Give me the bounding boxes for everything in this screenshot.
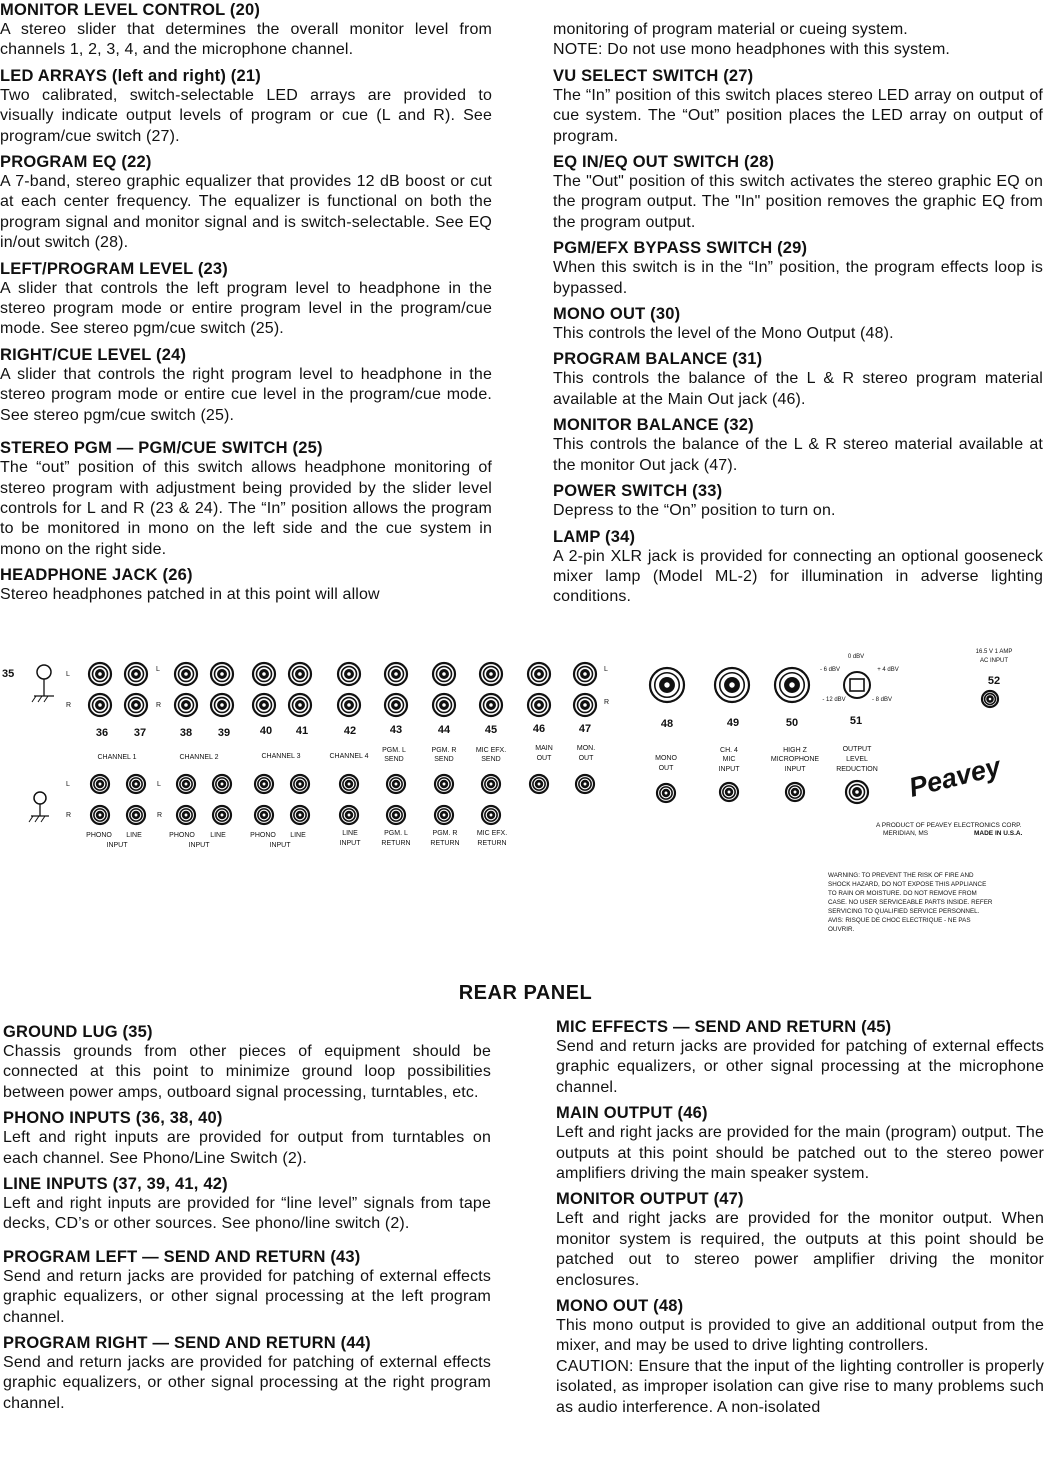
line-label: LINE [290, 832, 306, 839]
jack-number: 41 [295, 725, 309, 737]
continued-text: monitoring of program material or cueing system. [553, 21, 908, 38]
warning-line: CASE. NO USER SERVICEABLE PARTS INSIDE. REFER [828, 899, 993, 906]
input-label: INPUT [269, 842, 291, 849]
rca-jack-lower-left[interactable] [530, 775, 548, 793]
label-r: R [157, 812, 163, 819]
maker-line-1: A PRODUCT OF PEAVEY ELECTRONICS CORP. [876, 822, 1022, 829]
warning-line: AVIS: RISQUE DE CHOC ELECTRIQUE - NE PAS [828, 917, 971, 924]
section-body: The “In” position of this switch places stereo LED array on output of cue system. The “Out” position places the LED array on output of program. [553, 86, 1043, 145]
rca-jack-upper-left[interactable] [574, 663, 596, 685]
section-main-output [556, 1103, 1044, 1184]
rca-jack-upper-left[interactable] [433, 663, 455, 685]
section-stereo-pgm-switch [0, 438, 492, 560]
olr-label-b: LEVEL [846, 756, 868, 763]
section-heading: LINE INPUTS (37, 39, 41, 42) [3, 1175, 228, 1194]
section-eq-in-out [553, 152, 1043, 233]
group-label: CHANNEL 2 [179, 754, 219, 761]
section-body: A 7-band, stereo graphic equalizer that provides 12 dB boost or cut at each center frequency. The equalizer is functional on both the program signal and monitor signal and is switch-selectable. See EQ in/out switch (28). [0, 173, 492, 252]
send-label-mic-a: MIC EFX. [475, 747, 507, 754]
rca-jack-upper-right[interactable] [175, 694, 197, 716]
rca-jack-high-z[interactable] [786, 783, 804, 801]
section-heading: HEADPHONE JACK (26) [0, 566, 193, 585]
section-heading: MONITOR LEVEL CONTROL (20) [0, 1, 261, 19]
section-left-program-level [0, 259, 492, 340]
warning-block [828, 872, 993, 933]
mic-label-c: INPUT [718, 766, 740, 773]
send-label-pgm-l-a: PGM. L [382, 747, 406, 754]
section-heading: LED ARRAYS (left and right) (21) [0, 66, 261, 85]
rca-jack-lower-right[interactable] [482, 806, 500, 824]
section-program-balance [553, 349, 1043, 410]
rca-jack-upper-right[interactable] [480, 694, 502, 716]
rca-jack-upper-right[interactable] [289, 694, 311, 716]
mic-label-b: MIC [722, 756, 736, 763]
line-label: LINE [210, 832, 226, 839]
peavey-logo-icon [906, 751, 1006, 803]
mon-out-label-a: MON. [576, 745, 596, 752]
section-monitor-balance [553, 415, 1043, 476]
rca-jack-lower-right[interactable] [177, 806, 195, 824]
section-program-right [3, 1333, 491, 1414]
jack-group [89, 663, 1001, 824]
section-heading: EQ IN/EQ OUT SWITCH (28) [553, 153, 775, 172]
rca-jack-upper-left[interactable] [338, 663, 360, 685]
label-r: R [66, 702, 72, 709]
section-vu-select [553, 66, 1043, 147]
section-body: This mono output is provided to give an additional output from the mixer, and may be used to drive lighting controllers. [556, 1317, 1044, 1355]
section-body: This controls the balance of the L & R stereo material available at the monitor Out jack (47). [553, 436, 1043, 474]
rca-jack-lower-left[interactable] [576, 775, 594, 793]
label-l: L [157, 781, 161, 788]
section-heading: PROGRAM BALANCE (31) [553, 350, 763, 369]
input-label: INPUT [106, 842, 128, 849]
rca-jack-upper-left[interactable] [528, 663, 550, 685]
mon-out-label-b: OUT [578, 755, 594, 762]
level-reduction-knob-icon [844, 672, 870, 698]
jack-number: 52 [987, 675, 1001, 687]
label-r: R [604, 699, 610, 706]
rca-jack-lower-left[interactable] [213, 775, 231, 793]
jack-number: 49 [726, 717, 740, 729]
label-r: R [66, 812, 72, 819]
section-pgm-efx-bypass [553, 238, 1043, 299]
send-label-pgm-l-b: SEND [384, 756, 404, 763]
mic-label-a: CH. 4 [720, 747, 738, 754]
section-mic-effects [556, 1017, 1044, 1098]
warning-line: SHOCK HAZARD, DO NOT EXPOSE THIS APPLIANCE [828, 881, 987, 888]
section-mono-out-48 [556, 1296, 1044, 1418]
send-label-pgm-r-b: SEND [434, 756, 454, 763]
section-heading: LAMP (34) [553, 527, 636, 546]
phono-label: PHONO [86, 832, 112, 839]
quarter-inch-jack-high-z[interactable] [775, 668, 809, 702]
section-body: Left and right inputs are provided for “line level” signals from tape decks, CD’s or other sources. See phono/line switch (2). [3, 1195, 491, 1233]
rca-jack-lower-left[interactable] [255, 775, 273, 793]
section-body: This controls the level of the Mono Output (48). [553, 325, 894, 343]
jack-number: 48 [660, 718, 674, 730]
jack-number: 40 [259, 725, 273, 737]
section-body: Chassis grounds from other pieces of equipment should be connected at this point to minimize ground loop possibilities between power amps, outboard signal processing, turntables, etc. [3, 1043, 491, 1101]
section-heading: PROGRAM RIGHT — SEND AND RETURN (44) [3, 1334, 371, 1353]
group-label: CHANNEL 3 [261, 753, 301, 760]
ac-input-jack[interactable] [982, 691, 998, 707]
output-level-reduction-jack[interactable] [846, 781, 868, 803]
section-program-eq [0, 152, 492, 254]
knob-mark: - 8 dBV [871, 697, 893, 703]
jack-number: 45 [484, 724, 498, 736]
return-label-mic-b: RETURN [477, 840, 507, 847]
bottom-left-column [3, 1022, 491, 1419]
jack-number: 51 [849, 715, 863, 727]
line-label: LINE [126, 832, 142, 839]
section-power-switch [553, 481, 1043, 521]
main-out-label-b: OUT [536, 755, 552, 762]
section-body: Stereo headphones patched in at this point will allow [0, 586, 380, 604]
group-label: CHANNEL 4 [329, 753, 369, 760]
jack-number: 39 [217, 727, 231, 739]
jack-number: 37 [133, 727, 147, 739]
phono-label: PHONO [169, 832, 195, 839]
note-text: NOTE: Do not use mono headphones with this system. [553, 41, 951, 59]
knob-mark: + 4 dBV [877, 667, 899, 673]
section-body: A slider that controls the right program level to headphone in the stereo program mode or entire cue level in the program/cue mode. See stereo pgm/cue switch (25). [0, 365, 492, 424]
section-heading: VU SELECT SWITCH (27) [553, 66, 754, 85]
ground-number: 35 [2, 668, 15, 680]
label-l: L [66, 781, 70, 788]
section-heading: PROGRAM LEFT — SEND AND RETURN (43) [3, 1247, 361, 1266]
section-phono-inputs [3, 1108, 491, 1169]
section-heading: MONITOR OUTPUT (47) [556, 1190, 744, 1209]
rca-jack-upper-left[interactable] [289, 663, 311, 685]
input-label-b: INPUT [339, 840, 361, 847]
section-mono-out-30 [553, 304, 1043, 344]
rca-jack-lower-right[interactable] [291, 806, 309, 824]
rca-jack-upper-left[interactable] [385, 663, 407, 685]
jack-number: 36 [95, 727, 109, 739]
rca-jack-lower-right[interactable] [91, 806, 109, 824]
mono-label-b: OUT [658, 765, 674, 772]
section-heading: MONO OUT (30) [553, 305, 681, 324]
warning-line: SERVICING TO QUALIFIED SERVICE PERSONNEL. [828, 908, 980, 915]
rca-jack-upper-right[interactable] [574, 694, 596, 716]
top-left-column [0, 0, 492, 611]
rca-jack-lower-left[interactable] [340, 775, 358, 793]
jack-number: 43 [389, 724, 403, 736]
rca-jack-upper-left[interactable] [175, 663, 197, 685]
knob-mark: - 6 dBV [819, 667, 841, 673]
line-label-a: LINE [342, 830, 358, 837]
section-headphone-continued [553, 20, 1043, 61]
section-body: A 2-pin XLR jack is provided for connecting an optional gooseneck mixer lamp (Model ML-2) for illumination in adverse lighting conditions. [553, 547, 1043, 606]
send-label-pgm-r-a: PGM. R [431, 747, 457, 754]
rca-jack-upper-right[interactable] [89, 694, 111, 716]
rear-panel-title: REAR PANEL [458, 982, 593, 1004]
rca-jack-upper-right[interactable] [433, 694, 455, 716]
label-l: L [156, 666, 160, 673]
section-heading: PHONO INPUTS (36, 38, 40) [3, 1109, 223, 1128]
section-body: Send and return jacks are provided for patching of external effects graphic equalizers, or other signal processing at the left program channel. [3, 1267, 491, 1326]
section-body: Left and right jacks are provided for the main (program) output. The outputs at this point should be patched out to the stereo power amplifiers driving the main speaker system. [556, 1124, 1044, 1183]
return-label-pgm-l-b: RETURN [381, 840, 411, 847]
section-heading: MIC EFFECTS — SEND AND RETURN (45) [556, 1018, 892, 1036]
warning-line: WARNING: TO PREVENT THE RISK OF FIRE AND [828, 872, 974, 879]
section-line-inputs [3, 1174, 491, 1235]
hiz-label-a: HIGH Z [783, 747, 807, 754]
send-label-mic-b: SEND [481, 756, 501, 763]
jack-number: 42 [343, 725, 357, 737]
section-body: This controls the balance of the L & R stereo program material available at the Main Out jack (46). [553, 370, 1043, 408]
section-body: Send and return jacks are provided for patching of external effects graphic equalizers, or other signal processing at the right program channel. [3, 1354, 491, 1412]
section-body: A stereo slider that determines the overall monitor level from channels 1, 2, 3, 4, and the microphone channel. [0, 21, 492, 59]
section-heading: POWER SWITCH (33) [553, 482, 723, 501]
section-body: Left and right jacks are provided for the monitor output. When monitor system is required, the outputs at this point should be patched out to stereo power amplifier driving the monitor enclosures. [556, 1210, 1044, 1289]
section-heading: MONITOR BALANCE (32) [553, 416, 754, 435]
maker-line-3: MADE IN U.S.A. [974, 830, 1023, 837]
section-heading: PROGRAM EQ (22) [0, 153, 152, 172]
jack-number: 44 [437, 724, 451, 736]
rca-jack-upper-right[interactable] [528, 694, 550, 716]
rear-panel-diagram [0, 640, 1051, 960]
rca-jack-lower-left[interactable] [177, 775, 195, 793]
rca-jack-lower-left[interactable] [482, 775, 500, 793]
section-lamp [553, 527, 1043, 608]
input-label: INPUT [188, 842, 210, 849]
maker-line-2: MERIDIAN, MS [883, 830, 929, 837]
section-led-arrays [0, 66, 492, 147]
warning-line: OUVRIR. [828, 926, 855, 933]
olr-label-a: OUTPUT [842, 746, 872, 753]
ac-label-b: AC INPUT [979, 658, 1009, 664]
rca-jack-lower-right[interactable] [340, 806, 358, 824]
section-monitor-level [0, 0, 492, 61]
rca-jack-lower-left[interactable] [435, 775, 453, 793]
ground-lug-icon [32, 665, 54, 702]
rca-jack-upper-left[interactable] [480, 663, 502, 685]
rca-jack-lower-left[interactable] [291, 775, 309, 793]
jack-number: 46 [532, 723, 546, 735]
rca-jack-mic-input[interactable] [720, 783, 738, 801]
rca-jack-upper-left[interactable] [253, 663, 275, 685]
knob-mark: - 12 dBV [822, 697, 846, 703]
return-label-mic-a: MIC EFX. [476, 830, 508, 837]
rca-jack-lower-right[interactable] [213, 806, 231, 824]
section-right-cue-level [0, 345, 492, 426]
rca-jack-lower-right[interactable] [387, 806, 405, 824]
label-l: L [66, 671, 70, 678]
rca-jack-lower-right[interactable] [255, 806, 273, 824]
quarter-inch-jack-mic-input[interactable] [715, 668, 749, 702]
section-body: The "Out" position of this switch activates the stereo graphic EQ on the program output. The "In" position removes the graphic EQ from the program output. [553, 173, 1043, 231]
label-r: R [156, 702, 162, 709]
top-right-column [553, 20, 1043, 613]
section-body: Send and return jacks are provided for patching of external effects graphic equalizers, or other signal processing at the microphone channel. [556, 1038, 1044, 1096]
rca-jack-lower-left[interactable] [387, 775, 405, 793]
caution-text: CAUTION: Ensure that the input of the lighting controller is properly isolated, as improper isolation can give rise to many problems such as audio interference. A non-isolated [556, 1357, 1044, 1416]
section-heading: RIGHT/CUE LEVEL (24) [0, 345, 187, 364]
rca-jack-upper-right[interactable] [253, 694, 275, 716]
section-heading: MONO OUT (48) [556, 1297, 684, 1316]
section-heading: PGM/EFX BYPASS SWITCH (29) [553, 239, 808, 258]
olr-label-c: REDUCTION [836, 766, 878, 773]
quarter-inch-jack-mono-out[interactable] [650, 668, 684, 702]
rca-jack-lower-left[interactable] [91, 775, 109, 793]
svg-text:Peavey: Peavey [905, 751, 1004, 803]
rca-jack-upper-left[interactable] [89, 663, 111, 685]
section-heading: MAIN OUTPUT (46) [556, 1104, 708, 1123]
rca-jack-lower-right[interactable] [127, 806, 145, 824]
label-l: L [604, 666, 608, 673]
section-body: Depress to the “On” position to turn on. [553, 502, 836, 520]
warning-line: TO RAIN OR MOISTURE. DO NOT REMOVE FROM [828, 890, 977, 897]
rca-jack-upper-right[interactable] [211, 694, 233, 716]
hiz-label-c: INPUT [784, 766, 806, 773]
jack-number: 38 [179, 727, 193, 739]
section-heading: LEFT/PROGRAM LEVEL (23) [0, 259, 228, 278]
section-monitor-output [556, 1189, 1044, 1291]
section-ground-lug [3, 1022, 491, 1103]
section-body: The “out” position of this switch allows headphone monitoring of stereo program with adjustment being provided by the slider level controls for L and R (23 & 24). The “In” position allows the program to be monitored in mono on the left side and the cue system in mono on the right side. [0, 459, 492, 558]
knob-mark: 0 dBV [847, 654, 865, 660]
section-heading: GROUND LUG (35) [3, 1023, 153, 1041]
section-body: Left and right inputs are provided for output from turntables on each channel. See Phono/Line Switch (2). [3, 1129, 491, 1167]
rca-jack-upper-left[interactable] [125, 663, 147, 685]
return-label-pgm-r-b: RETURN [430, 840, 460, 847]
section-body: A slider that controls the left program level to headphone in the stereo program mode or entire program level in the program/cue mode. See stereo pgm/cue switch (25). [0, 279, 492, 338]
bottom-right-column [556, 1017, 1044, 1423]
return-label-pgm-r-a: PGM. R [432, 830, 458, 837]
section-headphone-jack [0, 565, 492, 605]
group-label: CHANNEL 1 [97, 754, 137, 761]
rca-jack-lower-right[interactable] [435, 806, 453, 824]
section-body: When this switch is in the “In” position, the program effects loop is bypassed. [553, 259, 1043, 297]
section-heading: STEREO PGM — PGM/CUE SWITCH (25) [0, 439, 323, 458]
mono-label-a: MONO [655, 755, 677, 762]
main-out-label-a: MAIN [535, 745, 553, 752]
jack-number: 50 [785, 717, 799, 729]
phono-label: PHONO [250, 832, 276, 839]
ac-label-a: 16.5 V 1 AMP [975, 649, 1013, 655]
rca-jack-upper-right[interactable] [338, 694, 360, 716]
rca-jack-upper-right[interactable] [385, 694, 407, 716]
ground-lug-lower-icon [29, 792, 49, 822]
section-program-left [3, 1247, 491, 1328]
jack-number: 47 [578, 723, 592, 735]
rca-jack-upper-right[interactable] [125, 694, 147, 716]
rca-jack-lower-left[interactable] [127, 775, 145, 793]
hiz-label-b: MICROPHONE [770, 756, 820, 763]
return-label-pgm-l-a: PGM. L [384, 830, 408, 837]
section-body: Two calibrated, switch-selectable LED arrays are provided to visually indicate output levels of program or cue (L and R). See program/cue switch (27). [0, 86, 492, 145]
rca-jack-upper-left[interactable] [211, 663, 233, 685]
rca-jack-mono-out[interactable] [657, 784, 675, 802]
